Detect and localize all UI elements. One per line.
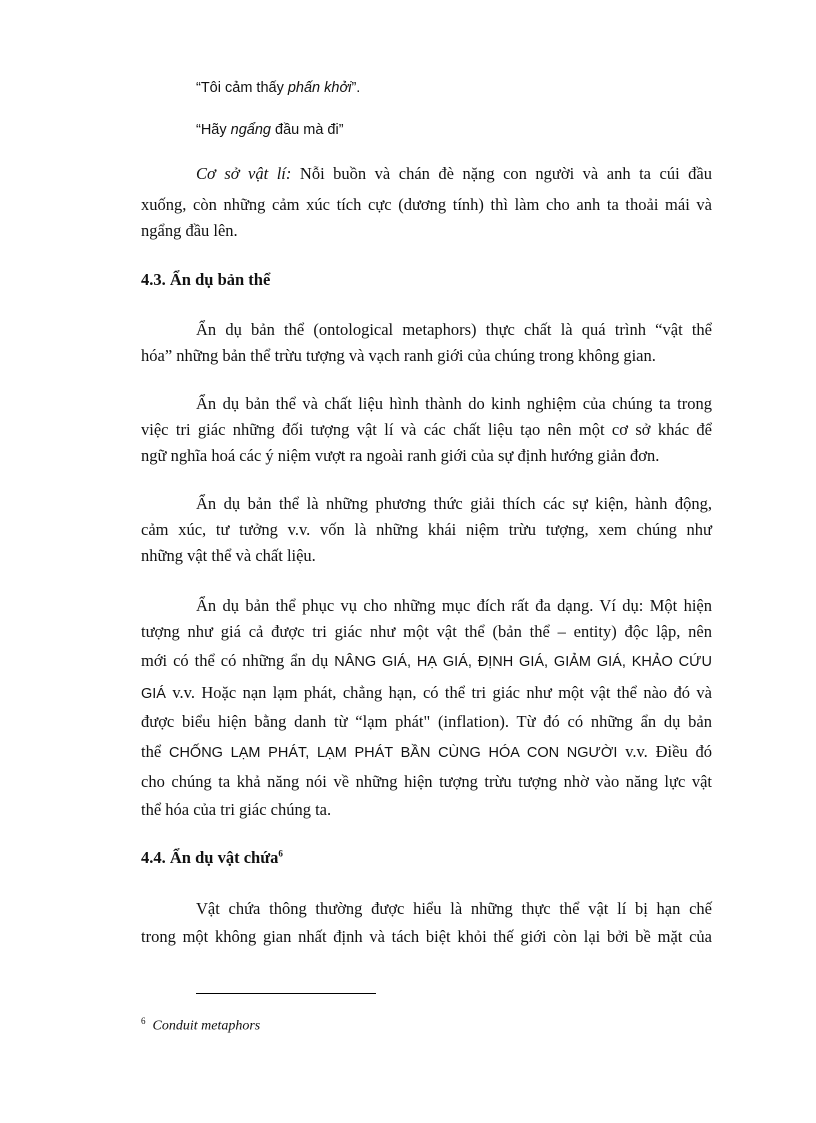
paragraph-3-line-1: Ẩn dụ bản thể là những phương thức giải thích các sự kiện, hành động, bbox=[196, 494, 712, 513]
small-caps-terms: GIÁ bbox=[141, 686, 166, 702]
paragraph-4-line-6 bbox=[141, 742, 712, 762]
paragraph-5-line-1: Vật chứa thông thường được hiểu là những thực thể vật lí bị hạn chế bbox=[196, 899, 712, 918]
paragraph-4-line-4 bbox=[141, 683, 712, 703]
example-line-2 bbox=[196, 122, 344, 138]
section-heading-4-4 bbox=[141, 848, 283, 868]
basis-text: Nỗi buồn và chán đè nặng con người và anh ta cúi đầu bbox=[291, 164, 712, 183]
example-text: “Hãy bbox=[196, 122, 231, 138]
paragraph-1-line-1: Ẩn dụ bản thể (ontological metaphors) thực chất là quá trình “vật thể bbox=[196, 320, 712, 339]
paragraph-1-line-2: hóa” những bản thể trừu tượng và vạch ranh giới của chúng trong không gian. bbox=[141, 346, 656, 365]
footnote-mark: 6 bbox=[141, 1016, 146, 1026]
paragraph-4-line-5: được biểu hiện bằng danh từ “lạm phát" (inflation). Từ đó có những ẩn dụ bản bbox=[141, 712, 712, 731]
paragraph-2-line-1: Ẩn dụ bản thể và chất liệu hình thành do kinh nghiệm của chúng ta trong bbox=[196, 394, 712, 413]
paragraph-4-line-3 bbox=[141, 651, 712, 671]
paragraph-text: thể bbox=[141, 742, 169, 761]
example-text: đầu mà đi” bbox=[270, 122, 344, 138]
example-text: “Tôi cảm thấy bbox=[196, 80, 288, 96]
paragraph-text: mới có thể có những ẩn dụ bbox=[141, 651, 335, 670]
paragraph-4-line-1: Ẩn dụ bản thể phục vụ cho những mục đích rất đa dạng. Ví dụ: Một hiện bbox=[196, 596, 712, 615]
paragraph-3-line-3: những vật thể và chất liệu. bbox=[141, 546, 316, 565]
basis-line-3: ngẩng đầu lên. bbox=[141, 221, 238, 240]
paragraph-4-line-2: tượng như giá cả được tri giác như một vật thể (bản thể – entity) độc lập, nên bbox=[141, 622, 712, 641]
paragraph-text: v.v. Điều đó bbox=[617, 742, 712, 761]
paragraph-2-line-3: ngữ nghĩa hoá các ý niệm vượt ra ngoài ranh giới của sự định hướng giản đơn. bbox=[141, 446, 660, 465]
footnote-text: Conduit metaphors bbox=[152, 1018, 261, 1034]
footnote-divider bbox=[196, 993, 376, 994]
example-line-1 bbox=[196, 80, 360, 96]
basis-line-1 bbox=[196, 164, 712, 184]
example-text: ”. bbox=[351, 80, 361, 96]
basis-line-2: xuống, còn những cảm xúc tích cực (dương tính) thì làm cho anh ta thoải mái và bbox=[141, 195, 712, 214]
paragraph-5-line-2: trong một không gian nhất định và tách biệt khỏi thế giới còn lại bởi bề mặt của bbox=[141, 927, 712, 946]
heading-text: 4.4. Ẩn dụ vật chứa bbox=[141, 848, 279, 867]
small-caps-terms: CHỐNG LẠM PHÁT, LẠM PHÁT BẦN CÙNG HÓA CON NGƯỜI bbox=[168, 745, 618, 761]
paragraph-4-line-8: thể hóa của tri giác chúng ta. bbox=[141, 800, 332, 819]
basis-label: Cơ sở vật lí: bbox=[196, 164, 292, 183]
paragraph-3-line-2: cảm xúc, tư tưởng v.v. vốn là những khái niệm trừu tượng, xem chúng như bbox=[141, 520, 712, 539]
paragraph-text: v.v. Hoặc nạn lạm phát, chẳng hạn, có thể tri giác như một vật thể nào đó và bbox=[165, 683, 712, 702]
paragraph-4-line-7: cho chúng ta khả năng nói về những hiện tượng trừu tượng nhờ vào năng lực vật bbox=[141, 772, 712, 791]
footnote bbox=[141, 1016, 260, 1035]
paragraph-2-line-2: việc tri giác những đối tượng vật lí và các chất liệu tạo nên một cơ sở khác để bbox=[141, 420, 712, 439]
footnote-reference[interactable]: 6 bbox=[278, 848, 283, 859]
example-emphasis: phấn khởi bbox=[287, 80, 352, 96]
small-caps-terms: NÂNG GIÁ, HẠ GIÁ, ĐỊNH GIÁ, GIẢM GIÁ, KHẢO CỨU bbox=[334, 654, 712, 670]
section-heading-4-3: 4.3. Ẩn dụ bản thể bbox=[141, 270, 271, 289]
example-emphasis: ngẩng bbox=[230, 122, 271, 138]
